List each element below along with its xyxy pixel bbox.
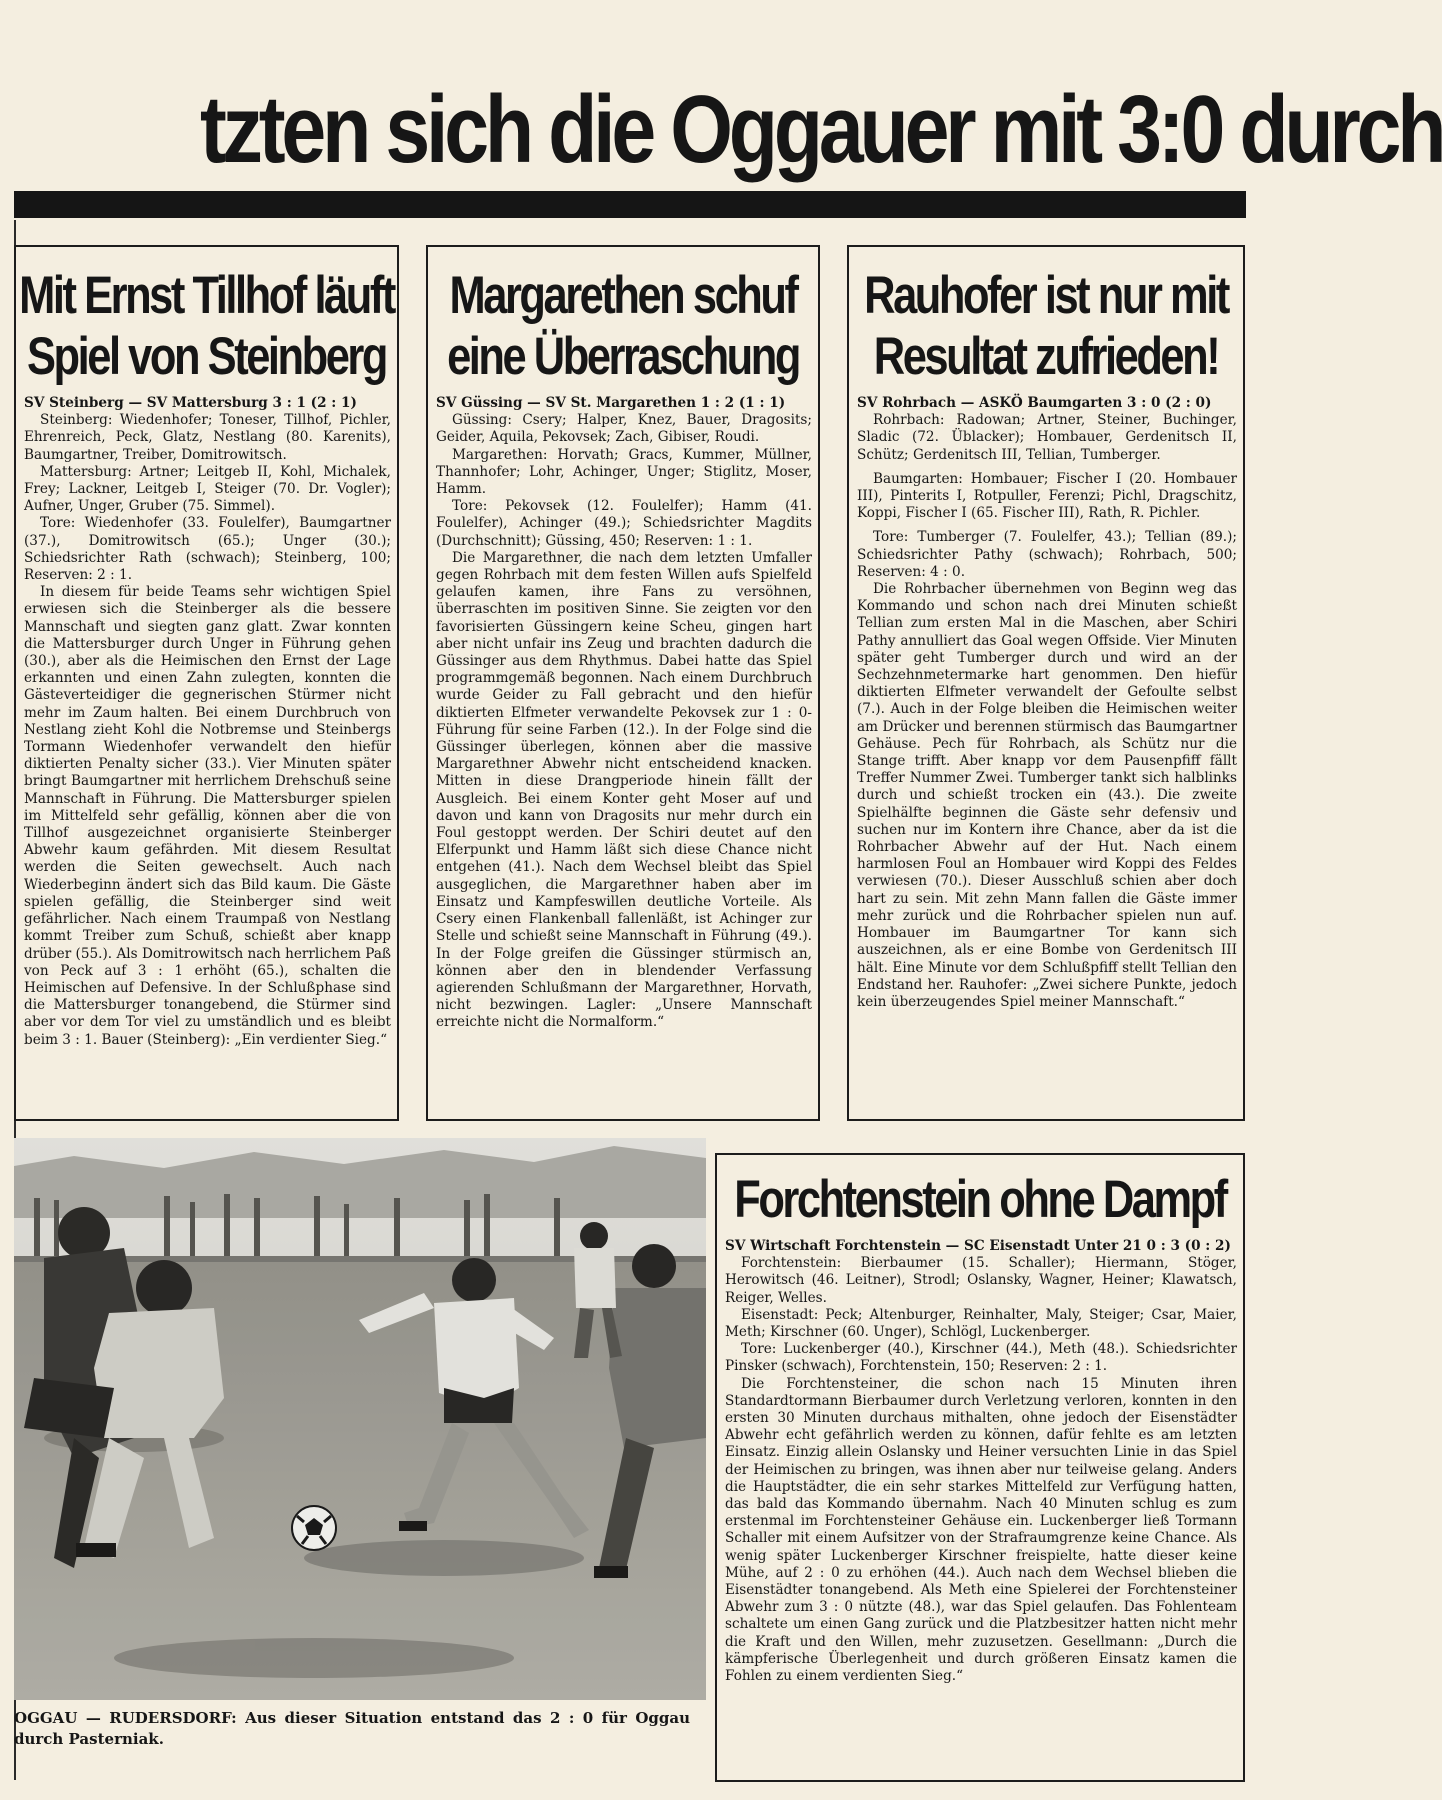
- article-margarethen: [426, 245, 820, 1121]
- match-report: Die Margarethner, die nach dem letzten Umfaller gegen Rohrbach mit dem festen Willen aufs Spielfeld gelaufen kamen, ihre Fans zu versöhnen, überraschten im positiven Sinne. Sie zeigten vor den favorisierten Güssingern keine Scheu, gingen hart aber nicht unfair ins Zeug und brachten dadurch die Güssinger aus dem Rhythmus. Dabei hatte das Spiel programmgemäß begonnen. Nach einem Durchbruch wurde Geider zu Fall gebracht und den hiefür diktierten Elfmeter verwandelte Pekovsek zur 1 : 0-Führung für seine Farben (12.). In der Folge sind die Güssinger überlegen, können aber die massive Margarethner Abwehr nicht entscheidend knacken. Mitten in diese Drangperiode hinein fällt der Ausgleich. Bei einem Konter geht Moser auf und davon und kann von Dragosits nur mehr durch ein Foul gestoppt werden. Der Schiri deutet auf den Elferpunkt und Hamm läßt sich diese Chance nicht entgehen (41.). Nach dem Wechsel bleibt das Spiel ausgeglichen, die Margarethner haben aber im Einsatz und Kampfeswillen deutliche Vorteile. Als Csery einen Flankenball fallenläßt, ist Achinger zur Stelle und schießt seine Mannschaft in Führung (49.). In der Folge greifen die Güssinger stürmisch an, können aber den in blendender Verfassung agierenden Schlußmann der Margarethner, Horvath, nicht bezwingen. Lagler: „Unsere Mannschaft erreichte nicht die Normalform.“: [436, 549, 812, 1031]
- match-report: Die Forchtensteiner, die schon nach 15 Minuten ihren Standardtormann Bierbaumer durch Verletzung verloren, konnten in den ersten 30 Minuten durchaus mithalten, ohne jedoch der Eisenstädter Abwehr echt gefährlich werden zu können, dafür fehlte es am letzten Einsatz. Einzig allein Oslansky und Heiner versuchten Linie in das Spiel der Heimischen zu bringen, was ihnen aber nur teilweise gelang. Anders die Hauptstädter, die ein sehr starkes Mittelfeld zur Verfügung hatten, das bald das Kommando übernahm. Nach 40 Minuten schlug es zum erstenmal im Forchtensteiner Gehäuse ein. Luckenberger ließ Tormann Schaller mit einem Aufsitzer von der Strafraumgrenze keine Chance. Als wenig später Luckenberger Kirschner freispielte, hatte dieser keine Mühe, auf 2 : 0 zu erhöhen (44.). Auch nach dem Wechsel blieben die Eisenstädter tonangebend. Als Meth eine Spielerei der Forchtensteiner Abwehr zum 3 : 0 nützte (48.), war das Spiel gelaufen. Das Fohlenteam schaltete um einen Gang zurück und die Platzbesitzer hatten nicht mehr die Kraft und den Willen, mehr zuzusetzen. Gesellmann: „Durch die kämpferische Überlegenheit und durch größeren Einsatz kamen die Fohlen zu einem verdienten Sieg.“: [725, 1375, 1237, 1685]
- lineup-home: Steinberg: Wiedenhofer; Toneser, Tillhof, Pichler, Ehrenreich, Peck, Glatz, Nestlang (80. Karenits), Baumgartner, Treiber, Domitrowitsch.: [24, 412, 391, 463]
- match-report: In diesem für beide Teams sehr wichtigen Spiel erwiesen sich die Steinberger als die bessere Mannschaft und siegten ganz glatt. Zwar konnten die Mattersburger durch Unger in Führung gehen (30.), aber als die Heimischen den Ernst der Lage erkannten und einen Zahn zulegten, konnten die Gästeverteidiger die gegnerischen Stürmer nicht mehr im Zaum halten. Bei einem Durchbruch von Nestlang zieht Kohl die Notbremse und Steinbergs Tormann Wiedenhofer verwandelt den hiefür diktierten Penalty sicher (33.). Vier Minuten später bringt Baumgartner mit herrlichem Drehschuß seine Mannschaft in Führung. Die Mattersburger spielen im Mittelfeld sehr gefällig, können aber die von Tillhof ausgezeichnet organisierte Steinberger Abwehr kaum gefährden. Mit diesem Resultat werden die Seiten gewechselt. Auch nach Wiederbeginn ändert sich das Bild kaum. Die Gäste spielen gefällig, die Steinberger sind weit gefährlicher. Nach einem Traumpaß von Nestlang kommt Treiber zum Schuß, schießt aber knapp drüber (55.). Als Domitrowitsch nach herrlichem Paß von Peck auf 3 : 1 erhöht (65.), schalten die Heimischen auf Defensive. In der Schlußphase sind die Mattersburger tonangebend, die Stürmer sind aber vor dem Tor viel zu umständlich und es bleibt beim 3 : 1. Bauer (Steinberg): „Ein verdienter Sieg.“: [24, 584, 391, 1048]
- headline-rule: [14, 191, 1246, 218]
- lineup-away: Mattersburg: Artner; Leitgeb II, Kohl, Michalek, Frey; Lackner, Leitgeb I, Steiger (70. Dr. Vogler); Aufner, Unger, Gruber (75. Simmel).: [24, 463, 391, 515]
- article-title: [852, 265, 1241, 387]
- article-forchtenstein: [715, 1153, 1245, 1782]
- goals-summary: Tore: Luckenberger (40.), Kirschner (44.), Meth (48.). Schiedsrichter Pinsker (schwach), Forchtenstein, 150; Reserven: 2 : 1.: [725, 1341, 1237, 1375]
- title-line: Resultat zufrieden!: [873, 327, 1219, 386]
- article-title: [17, 265, 395, 387]
- title-line: Forchtenstein ohne Dampf: [734, 1170, 1226, 1229]
- article-body: [717, 1238, 1243, 1685]
- goals-summary: Tore: Wiedenhofer (33. Foulelfer), Baumgartner (37.), Domitrowitsch (65.); Unger (30.); Schiedsrichter Rath (schwach); Steinberg, 100; Reserven: 2 : 1.: [24, 515, 391, 584]
- lineup-away: Margarethen: Horvath; Gracs, Kummer, Müllner, Thannhofer; Lohr, Achinger, Unger; Stiglitz, Moser, Hamm.: [436, 446, 812, 498]
- article-body: [428, 395, 818, 1032]
- match-score: SV Wirtschaft Forchtenstein — SC Eisenstadt Unter 21 0 : 3 (0 : 2): [725, 1238, 1231, 1254]
- title-line: Rauhofer ist nur mit: [864, 266, 1228, 325]
- match-score: SV Güssing — SV St. Margarethen 1 : 2 (1 : 1): [436, 395, 786, 411]
- match-photo: [14, 1138, 706, 1700]
- article-title: [430, 265, 815, 387]
- match-score: SV Steinberg — SV Mattersburg 3 : 1 (2 : 1): [24, 395, 357, 411]
- goals-summary: Tore: Pekovsek (12. Foulelfer); Hamm (41. Foulelfer), Achinger (49.); Schiedsrichter Magdits (Durchschnitt); Güssing, 450; Reserven: 1 : 1.: [436, 498, 812, 549]
- photo-caption: OGGAU — RUDERSDORF: Aus dieser Situation entstand das 2 : 0 für Oggau durch Pasterniak.: [14, 1709, 690, 1748]
- match-score: SV Rohrbach — ASKÖ Baumgarten 3 : 0 (2 : 0): [857, 395, 1212, 411]
- article-title: [732, 1169, 1229, 1230]
- lineup-away: Baumgarten: Hombauer; Fischer I (20. Hombauer III), Pinterits I, Rotpuller, Ferenzi; Pichl, Dragschitz, Koppi, Fischer I (65. Fischer III), Rath, R. Pichler.: [857, 470, 1237, 522]
- title-line: eine Überraschung: [447, 327, 799, 386]
- football-scene-illustration: [14, 1138, 706, 1700]
- lineup-away: Eisenstadt: Peck; Altenburger, Reinhalter, Maly, Steiger; Csar, Maier, Meth; Kirschner (60. Unger), Schlögl, Luckenberger.: [725, 1306, 1237, 1341]
- lineup-home: Güssing: Csery; Halper, Knez, Bauer, Dragosits; Geider, Aquila, Pekovsek; Zach, Gibiser, Roudi.: [436, 412, 812, 446]
- article-body: [16, 395, 397, 1049]
- lineup-home: Forchtenstein: Bierbaumer (15. Schaller); Hiermann, Stöger, Herowitsch (46. Leitner), Strodl; Oslansky, Wagner, Heiner; Klawatsch, Reiger, Welles.: [725, 1255, 1237, 1306]
- match-report: Die Rohrbacher übernehmen von Beginn weg das Kommando und schon nach drei Minuten schießt Tellian zum ersten Mal in die Maschen, aber Schiri Pathy annulliert das Goal wegen Offside. Vier Minuten später geht Tumberger durch und wird an der Sechzehnmetermarke hart genommen. Den hiefür diktierten Elfmeter verwandelt der Gefoulte selbst (7.). Auch in der Folge bleiben die Heimischen weiter am Drücker und berennen stürmisch das Baumgartner Gehäuse. Pech für Rohrbach, als Schütz nur die Stange trifft. Aber knapp vor dem Pausenpfiff fällt Treffer Nummer Zwei. Tumberger tankt sich halblinks durch und schießt trocken ein (43.). Die zweite Spielhälfte beginnen die Gäste sehr defensiv und suchen nur im Kontern ihre Chance, aber da ist die Rohrbacher Abwehr auf der Hut. Nach einem harmlosen Foul an Hombauer wird Koppi des Feldes verwiesen (70.). Dieser Ausschluß schien aber doch hart zu sein. Mit zehn Mann fallen die Gäste immer mehr zurück und die Rohrbacher spielen nun auf. Hombauer im Baumgartner Tor kann sich auszeichnen, als er eine Bombe von Gerdenitsch III hält. Eine Minute vor dem Schlußpfiff stellt Tellian den Endstand her. Rauhofer: „Zwei sichere Punkte, jedoch kein überzeugendes Spiel meiner Mannschaft.“: [857, 581, 1237, 1010]
- article-rohrbach: [847, 245, 1245, 1121]
- page-headline: tzten sich die Oggauer mit 3:0 durch: [200, 76, 1442, 183]
- lineup-home: Rohrbach: Radowan; Artner, Steiner, Buchinger, Sladic (72. Üblacker); Hombauer, Gerdenitsch II, Schütz; Gerdenitsch III, Tellian, Tumberger.: [857, 412, 1237, 463]
- title-line: Mit Ernst Tillhof läuft: [19, 266, 394, 325]
- title-line: Margarethen schuf: [449, 266, 797, 325]
- goals-summary: Tore: Tumberger (7. Foulelfer, 43.); Tellian (89.); Schiedsrichter Pathy (schwach); Rohrbach, 500; Reserven: 4 : 0.: [857, 529, 1237, 580]
- article-steinberg: [14, 245, 399, 1121]
- article-body: [849, 395, 1243, 1011]
- title-line: Spiel von Steinberg: [27, 327, 386, 386]
